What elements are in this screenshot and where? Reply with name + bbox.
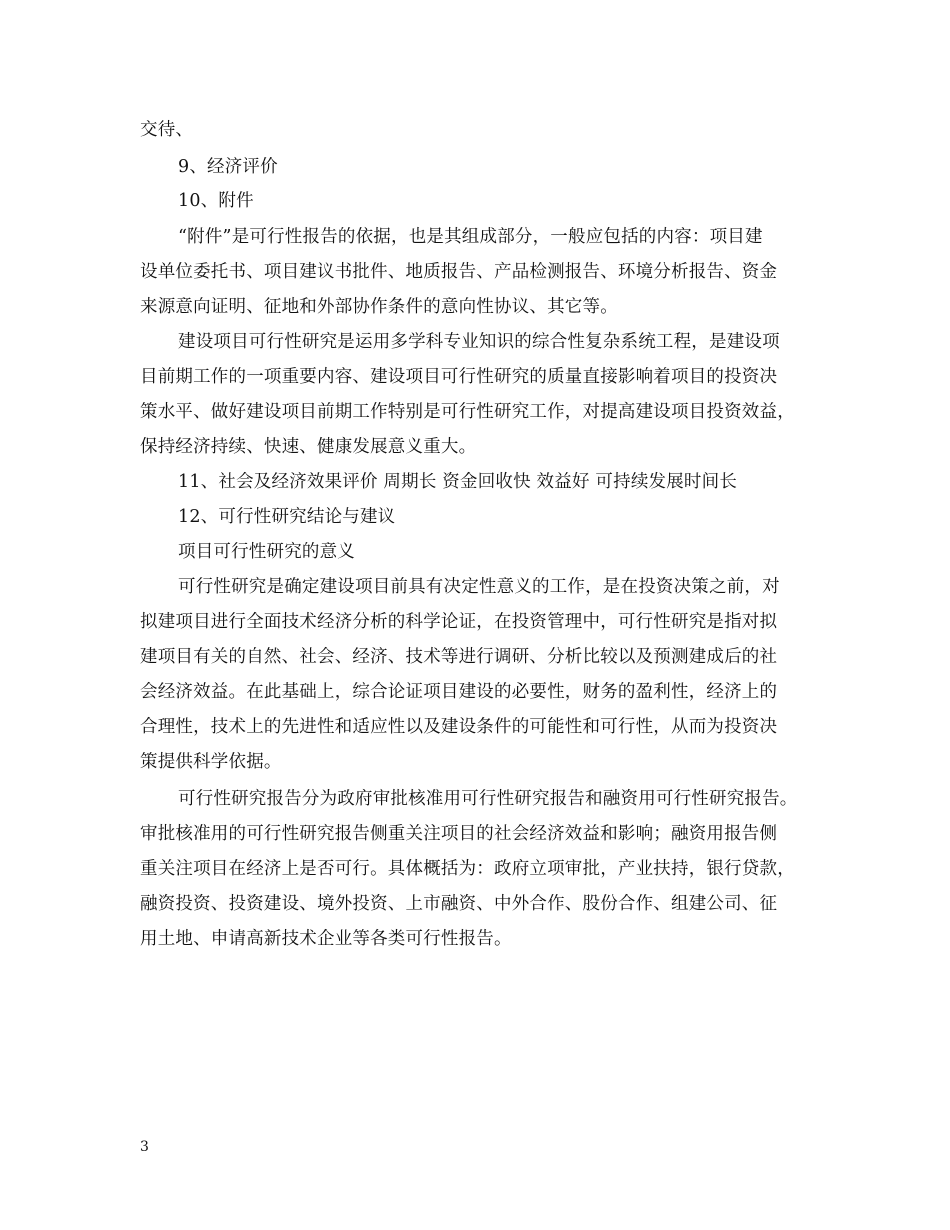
text-line: 拟建项目进行全面技术经济分析的科学论证，在投资管理中，可行性研究是指对拟: [140, 612, 778, 632]
section-heading: 11、社会及经济效果评价 周期长 资金回收快 效益好 可持续发展时间长: [178, 472, 738, 492]
text-line: 策提供科学依据。: [140, 752, 282, 772]
text-line: 可行性研究报告分为政府审批核准用可行性研究报告和融资用可行性研究报告。: [178, 789, 798, 809]
section-heading: 10、附件: [178, 191, 254, 211]
subsection-heading: 项目可行性研究的意义: [178, 542, 355, 562]
text-line: 建项目有关的自然、社会、经济、技术等进行调研、分析比较以及预测建成后的社: [140, 647, 778, 667]
text-line: 设单位委托书、项目建议书批件、地质报告、产品检测报告、环境分析报告、资金: [140, 262, 778, 282]
text-line: “附件”是可行性报告的依据，也是其组成部分，一般应包括的内容：项目建: [178, 227, 763, 247]
text-line: 融资投资、投资建设、境外投资、上市融资、中外合作、股份合作、组建公司、征: [140, 894, 778, 914]
text-line: 用土地、申请高新技术企业等各类可行性报告。: [140, 929, 512, 949]
text-line: 会经济效益。在此基础上，综合论证项目建设的必要性，财务的盈利性，经济上的: [140, 682, 778, 702]
text-line: 合理性，技术上的先进性和适应性以及建设条件的可能性和可行性，从而为投资决: [140, 717, 778, 737]
text-line: 策水平、做好建设项目前期工作特别是可行性研究工作，对提高建设项目投资效益，: [140, 402, 795, 422]
section-heading: 12、可行性研究结论与建议: [178, 507, 396, 527]
page-number: 3: [140, 1139, 149, 1155]
text-line: 审批核准用的可行性研究报告侧重关注项目的社会经济效益和影响；融资用报告侧: [140, 824, 778, 844]
text-line: 建设项目可行性研究是运用多学科专业知识的综合性复杂系统工程，是建设项: [178, 332, 780, 352]
text-line: 可行性研究是确定建设项目前具有决定性意义的工作，是在投资决策之前，对: [178, 577, 780, 597]
text-line: 来源意向证明、征地和外部协作条件的意向性协议、其它等。: [140, 297, 618, 317]
text-line: 保持经济持续、快速、健康发展意义重大。: [140, 437, 477, 457]
text-line: 目前期工作的一项重要内容、建设项目可行性研究的质量直接影响着项目的投资决: [140, 367, 778, 387]
text-line: 重关注项目在经济上是否可行。具体概括为：政府立项审批，产业扶持，银行贷款，: [140, 859, 795, 879]
section-heading: 9、经济评价: [178, 157, 278, 177]
text-line: 交待、: [140, 120, 194, 140]
